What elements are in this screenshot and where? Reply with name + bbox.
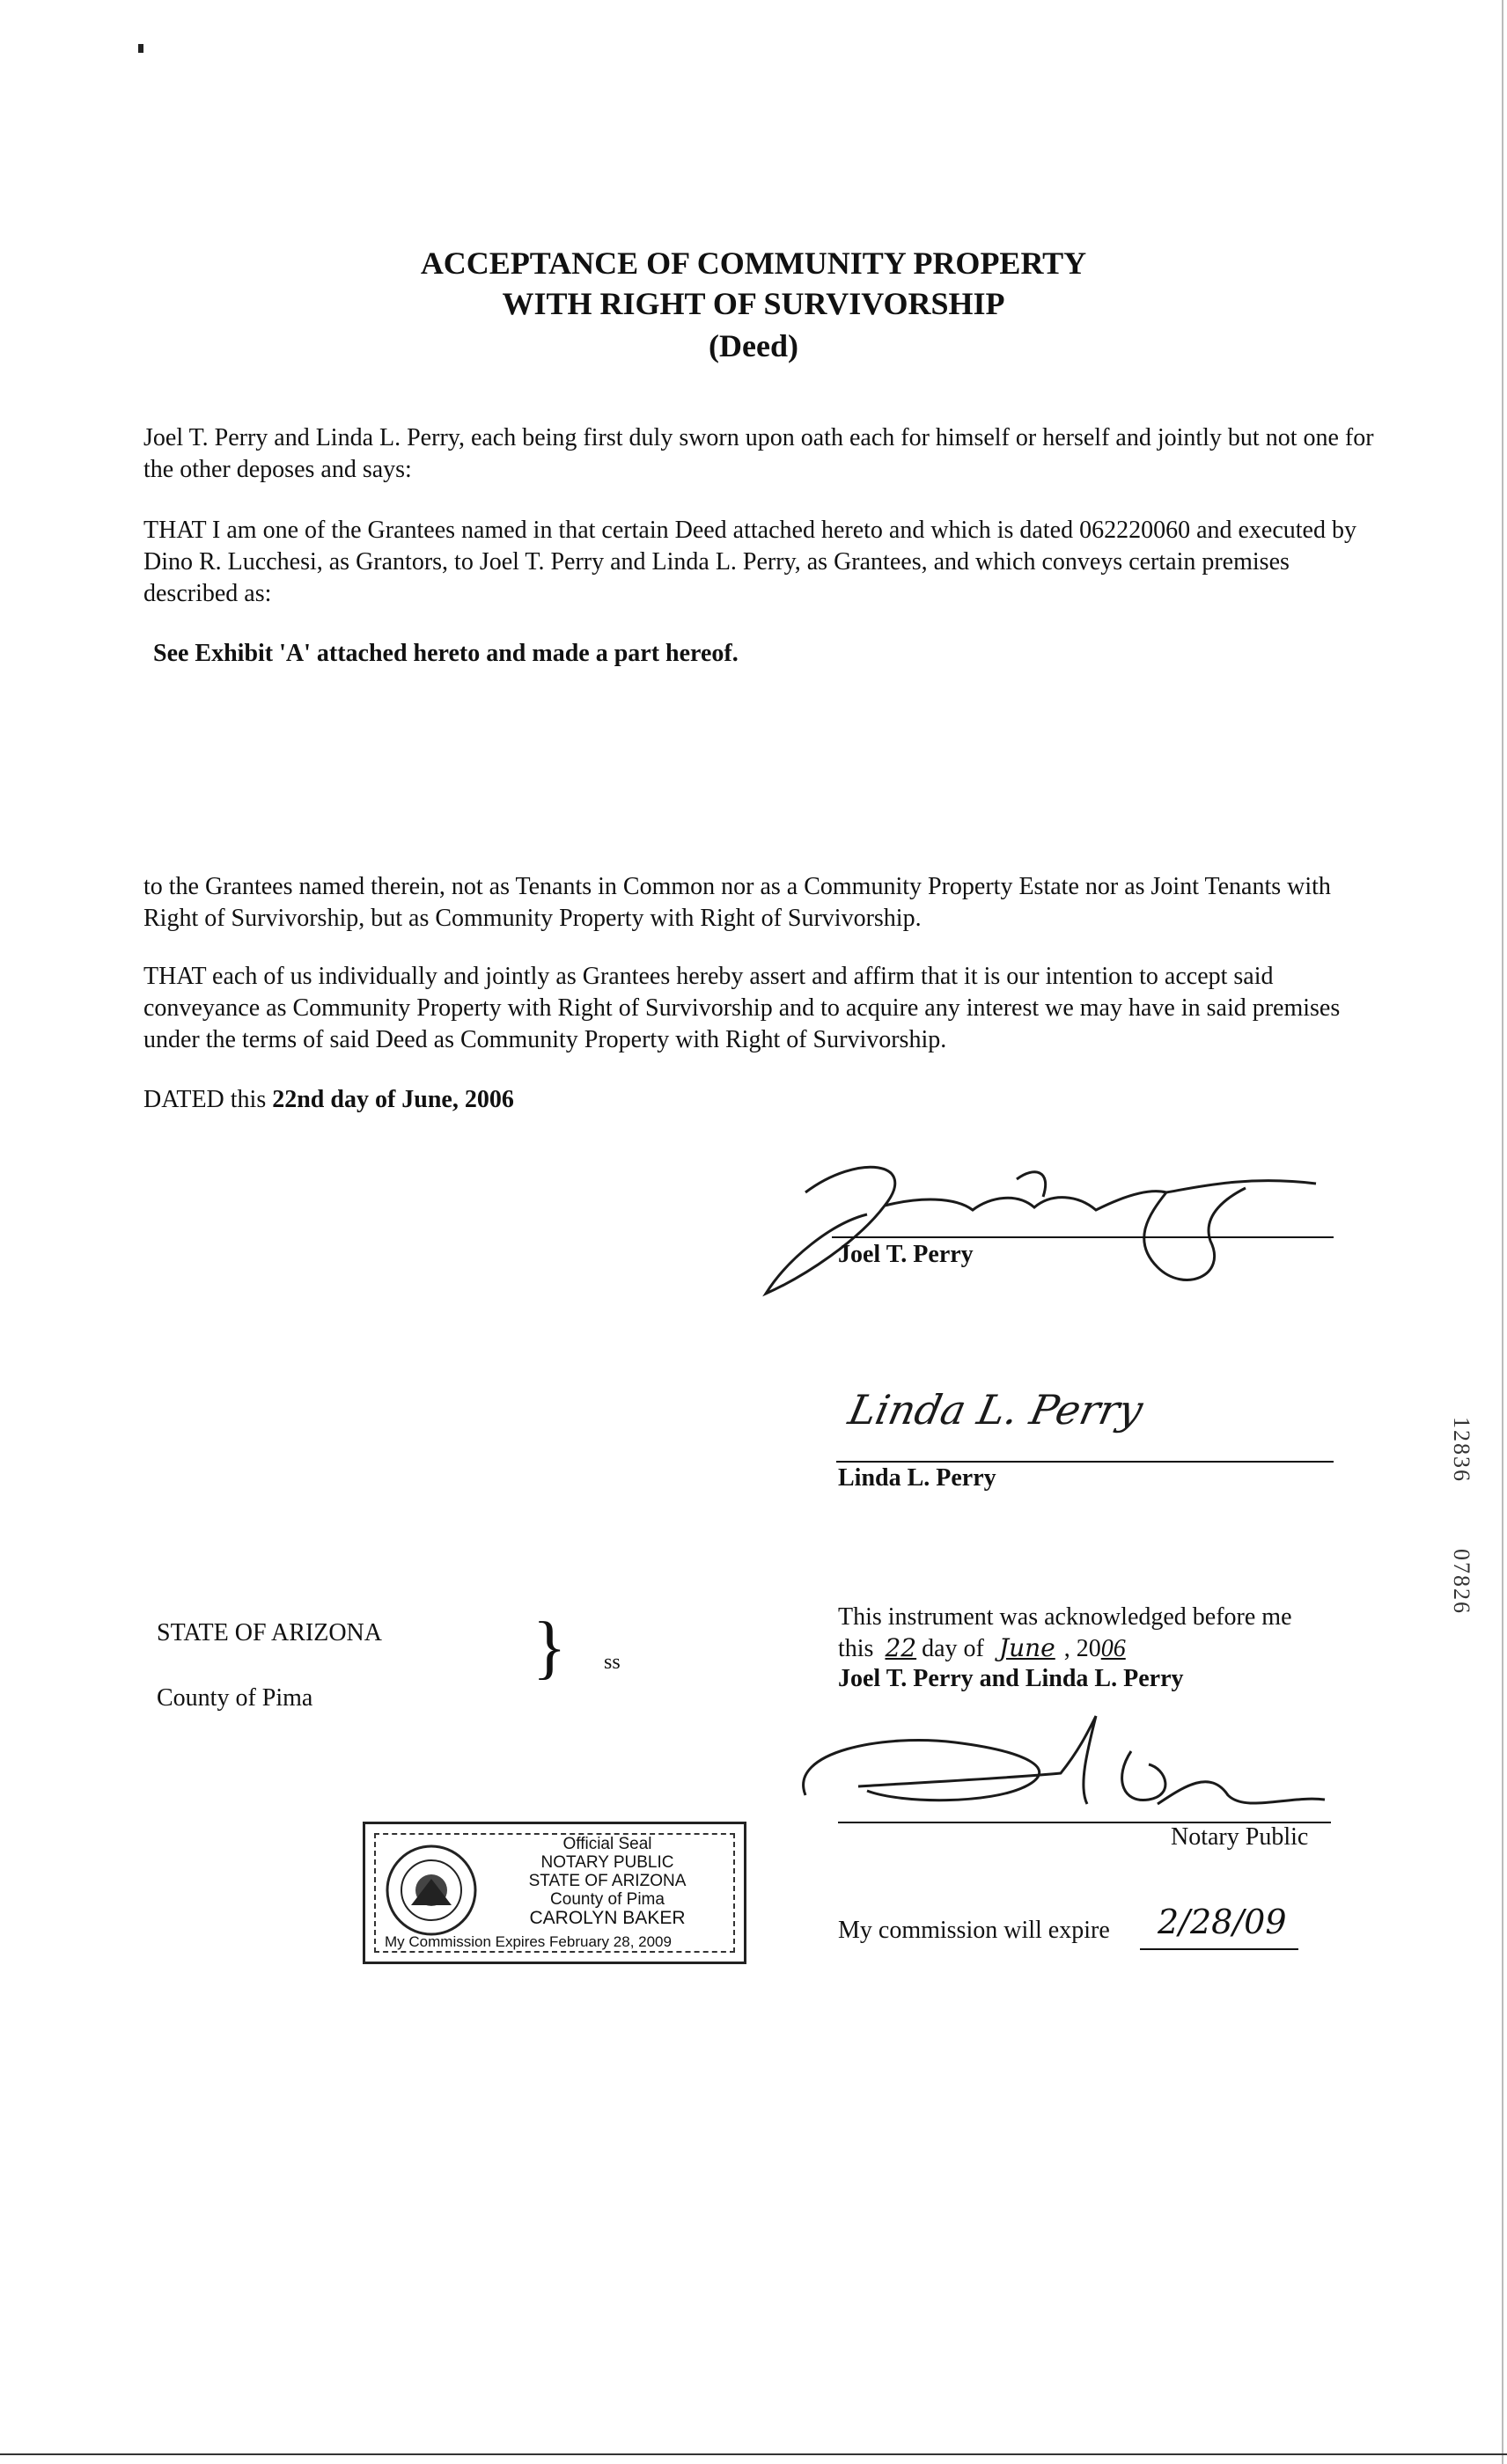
signature-linda-perry: Linda L. Perry [844,1386,1147,1434]
seal-line4: County of Pima [550,1890,665,1909]
state-seal-emblem [385,1844,478,1937]
commission-date: 2/28/09 [1158,1903,1287,1941]
signature-line-2 [836,1461,1334,1463]
venue-brace: } [533,1609,567,1686]
commission-line [1140,1948,1298,1950]
ack-names: Joel T. Perry and Linda L. Perry [838,1665,1184,1692]
notary-seal-stamp [363,1822,746,1964]
ack-line1: This instrument was acknowledged before me [838,1603,1292,1631]
signature-notary [797,1698,1342,1830]
commission-label: My commission will expire [838,1917,1110,1944]
margin-stamp-top: 12836 [1449,1417,1474,1483]
ack-this: this [838,1635,874,1662]
document-title-line1: ACCEPTANCE OF COMMUNITY PROPERTY [420,246,1087,281]
paragraph-grantees: THAT I am one of the Grantees named in that certain Deed attached hereto and which is dated 062220060 and executed by Dino R. Lucchesi, as Grantors, to Joel T. Perry and Linda L. Perry, as Grantees, and which conveys certain premises described as: [143,517,1356,607]
notary-public-label: Notary Public [1171,1823,1309,1851]
ack-line2 [838,1632,1384,1665]
paragraph-deponents: Joel T. Perry and Linda L. Perry, each being first duly sworn upon oath each for himself or herself and jointly but not one for the other deposes and says: [143,424,1374,483]
seal-line1: Official Seal [562,1835,652,1853]
seal-expiration: My Commission Expires February 28, 2009 [385,1933,672,1950]
signature-line-1 [832,1236,1334,1238]
ack-month: June [998,1633,1055,1662]
paragraph-tenancy: to the Grantees named therein, not as Tenants in Common nor as a Community Property Estate nor as Joint Tenants with Right of Survivorship, but as Community Property with Right of Survivorship. [143,873,1331,932]
margin-stamp-bottom: 07826 [1449,1549,1474,1615]
seal-text-block [489,1835,726,1927]
signer-name-1: Joel T. Perry [838,1241,974,1268]
seal-line2: NOTARY PUBLIC [540,1853,674,1872]
venue-state: STATE OF ARIZONA [157,1619,382,1646]
page-edge-line [1502,0,1503,2464]
ack-day-of: day of [922,1635,984,1662]
corner-mark [138,44,143,53]
exhibit-reference: See Exhibit 'A' attached hereto and made a part hereof. [153,640,739,667]
dated-value: 22nd day of June, 2006 [272,1086,514,1113]
paragraph-affirmation: THAT each of us individually and jointly as Grantees hereby assert and affirm that it is our intention to accept said conveyance as Community Property with Right of Survivorship and to acquire any interest we may have in said premises under the terms of said Deed as Community Property with Right of Survivorship. [143,963,1341,1053]
document-title-line2: WITH RIGHT OF SURVIVORSHIP [502,286,1005,321]
venue-ss: ss [604,1651,621,1674]
bottom-rule [0,2453,1507,2455]
seal-line3: STATE OF ARIZONA [528,1872,687,1890]
ack-day: 22 [885,1633,917,1662]
ack-year: 06 [1100,1635,1126,1662]
document-title-line3: (Deed) [709,328,798,363]
ack-year-prefix: , 20 [1063,1635,1101,1662]
signer-name-2: Linda L. Perry [838,1464,996,1492]
dated-prefix: DATED this [143,1086,273,1113]
venue-county: County of Pima [157,1684,313,1712]
dated-line [143,1084,1376,1116]
signature-joel-perry [753,1144,1351,1302]
seal-line5: CAROLYN BAKER [529,1908,686,1928]
